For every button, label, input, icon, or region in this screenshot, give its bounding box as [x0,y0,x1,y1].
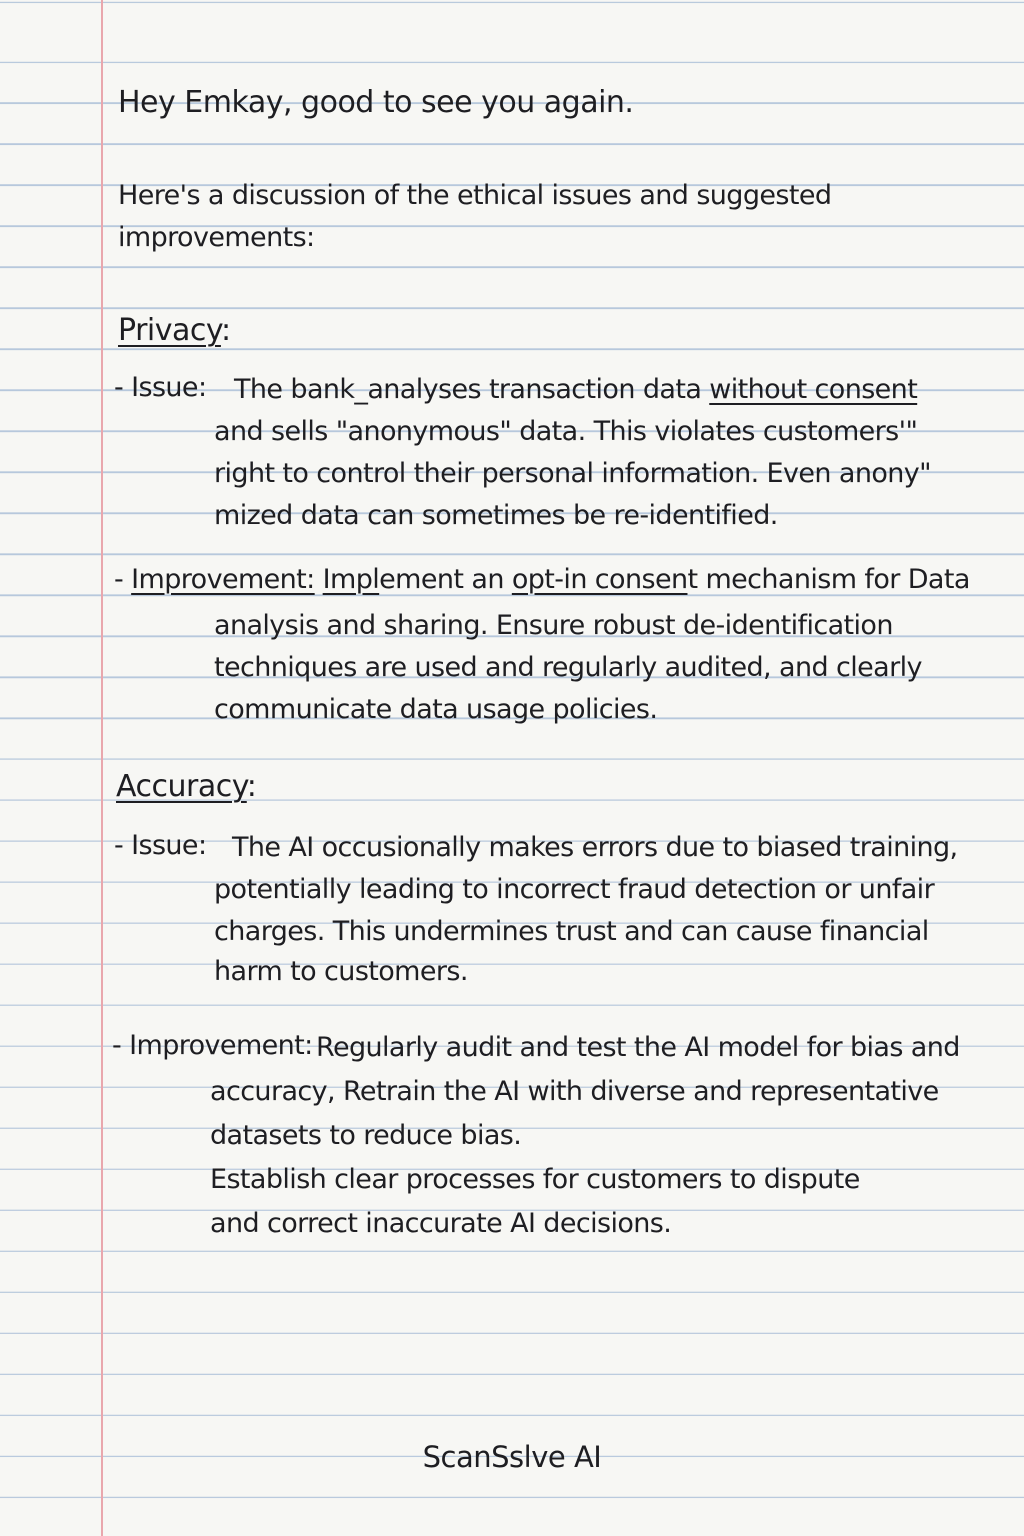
opt-in-consent-underlined: opt-in consen [511,564,688,595]
privacy-heading-text: Privacy [118,313,221,348]
privacy-improvement-label: Improvement: [131,564,315,595]
privacy-issue-line-2: and sells "anonymous" data. This violates customers'" [214,416,918,447]
intro-line-1: Here's a discussion of the ethical issues and suggested [118,180,832,211]
privacy-issue-line-3: right to control their personal information. Even anony" [214,458,931,489]
greeting: Hey Emkay, good to see you again. [118,85,634,120]
privacy-improvement-line-4: communicate data usage policies. [214,694,658,725]
privacy-issue-label: - Issue: [114,372,207,403]
privacy-improvement-line-1-c: ement an [379,564,512,595]
privacy-issue-line-4: mized data can sometimes be re-identified. [214,500,778,531]
accuracy-issue-line-3: charges. This undermines trust and can cause financial [214,916,929,947]
privacy-improvement-space [315,564,323,595]
privacy-improvement-line-1 [114,566,970,593]
accuracy-issue-line-2: potentially leading to incorrect fraud detection or unfair [214,874,935,905]
accuracy-issue-line-4: harm to customers. [214,956,468,987]
accuracy-issue-label: - Issue: [114,830,207,861]
red-margin-line [101,0,103,1536]
accuracy-improvement-line-5: and correct inaccurate AI decisions. [210,1208,672,1239]
accuracy-heading [116,769,257,804]
privacy-issue-line-1 [234,376,917,403]
accuracy-issue-line-1: The AI occusionally makes errors due to biased training, [232,832,958,863]
accuracy-improvement-line-4: Establish clear processes for customers to dispute [210,1164,860,1195]
privacy-issue-line-1-a: The bank_analyses transaction data [234,374,710,405]
privacy-improvement-dash: - [114,564,132,595]
accuracy-improvement-line-3: datasets to reduce bias. [210,1120,522,1151]
without-consent-underlined: without consent [709,374,918,405]
footer-brand: ScanSslve AI [422,1440,602,1474]
privacy-heading [118,313,231,348]
accuracy-improvement-label: - Improvement: [112,1030,313,1061]
intro-line-2: improvements: [118,222,315,253]
privacy-improvement-line-2: analysis and sharing. Ensure robust de-identification [214,610,893,641]
accuracy-improvement-line-1: Regularly audit and test the AI model for bias and [316,1032,960,1063]
accuracy-heading-colon: : [246,769,257,804]
privacy-improvement-line-3: techniques are used and regularly audited, and clearly [214,652,922,683]
accuracy-heading-text: Accuracy [116,769,247,804]
privacy-heading-colon: : [220,313,231,348]
accuracy-improvement-line-2: accuracy, Retrain the AI with diverse and representative [210,1076,939,1107]
privacy-improvement-line-1-e: t mechanism for Data [687,564,970,595]
privacy-improvement-impl: Impl [322,564,380,595]
